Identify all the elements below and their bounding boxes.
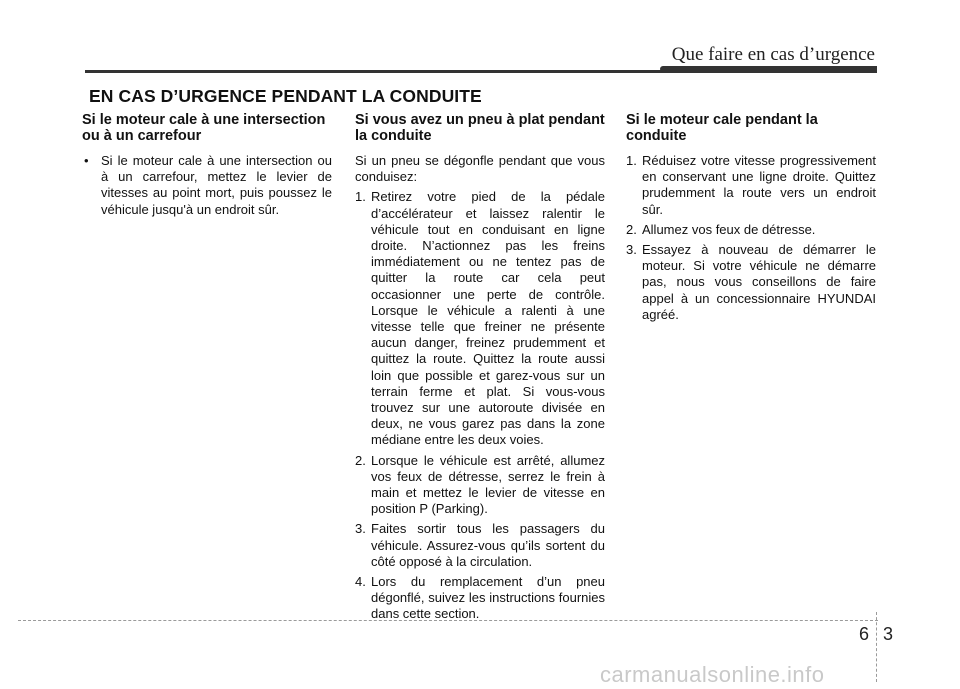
chapter-number: 6 — [859, 624, 870, 644]
column-flat-tire — [355, 112, 605, 627]
step-number: 1. — [355, 189, 366, 205]
step-number: 4. — [355, 574, 366, 590]
step-item — [626, 222, 876, 238]
page-divider — [876, 612, 877, 682]
footer-rule — [18, 620, 878, 621]
column-stall-intersection — [82, 112, 332, 222]
step-number: 2. — [626, 221, 637, 237]
column-heading: Si vous avez un pneu à plat pendant la conduite — [355, 112, 605, 144]
intro-text: Si un pneu se dégonfle pendant que vous conduisez: — [355, 153, 605, 185]
bullet-text: Si le moteur cale à une intersection ou à un carrefour, mettez le levier de vitesses au point mort, puis poussez le véhicule jusqu'à un endroit sûr. — [101, 153, 332, 217]
step-number: 2. — [355, 452, 366, 468]
step-text: Essayez à nouveau de démarrer le moteur. Si votre véhicule ne démarre pas, nous vous conseillons de faire appel à un concessionnaire HYUNDAI agréé. — [642, 242, 876, 322]
column-stall-driving — [626, 112, 876, 327]
step-text: Retirez votre pied de la pédale d’accélérateur et laissez ralentir le véhicule tout en conduisant en ligne droite. N’actionnez pas les freins immédiatement ou ne tentez pas de quitter la route car cela peut occasionner une perte de contrôle. Lorsque le véhicule a ralenti à une vitesse telle que freiner ne présente aucun danger, freinez prudemment et quittez la route. Quittez la route aussi loin que possible et garez-vous sur un terrain ferme et plat. Si vous-vous trouvez sur une autoroute divisée en deux, ne vous garez pas dans la zone médiane entre les deux voies. — [371, 189, 605, 448]
step-item — [355, 453, 605, 518]
step-text: Réduisez votre vitesse progressivement en conservant une ligne droite. Quittez prudemment la route vers un endroit sûr. — [642, 153, 876, 217]
bullet-marker: • — [84, 153, 89, 168]
page-number: 3 — [883, 624, 894, 644]
chapter-title: Que faire en cas d’urgence — [671, 44, 875, 65]
step-text: Allumez vos feux de détresse. — [642, 221, 816, 237]
step-number: 1. — [626, 153, 637, 168]
step-item — [355, 574, 605, 623]
bullet-item — [82, 153, 332, 218]
watermark: carmanualsonline.info — [600, 662, 825, 687]
step-item — [355, 189, 605, 448]
step-number: 3. — [355, 521, 366, 537]
header-tab — [660, 66, 877, 72]
step-text: Lors du remplacement d’un pneu dégonflé, suivez les instructions fournies dans cette section. — [371, 574, 605, 622]
step-text: Faites sortir tous les passagers du véhicule. Assurez-vous qu’ils sortent du côté opposé à la circulation. — [371, 521, 605, 569]
column-heading: Si le moteur cale pendant la conduite — [626, 112, 818, 144]
step-text: Lorsque le véhicule est arrêté, allumez vos feux de détresse, serrez le frein à main et mettez le levier de vitesse en position P (Parking). — [371, 452, 605, 517]
step-item — [355, 521, 605, 570]
step-item — [626, 153, 876, 218]
step-number: 3. — [626, 242, 637, 258]
section-title: EN CAS D’URGENCE PENDANT LA CONDUITE — [89, 86, 482, 106]
column-heading: Si le moteur cale à une intersection ou à un carrefour — [82, 112, 326, 144]
step-item — [626, 242, 876, 323]
